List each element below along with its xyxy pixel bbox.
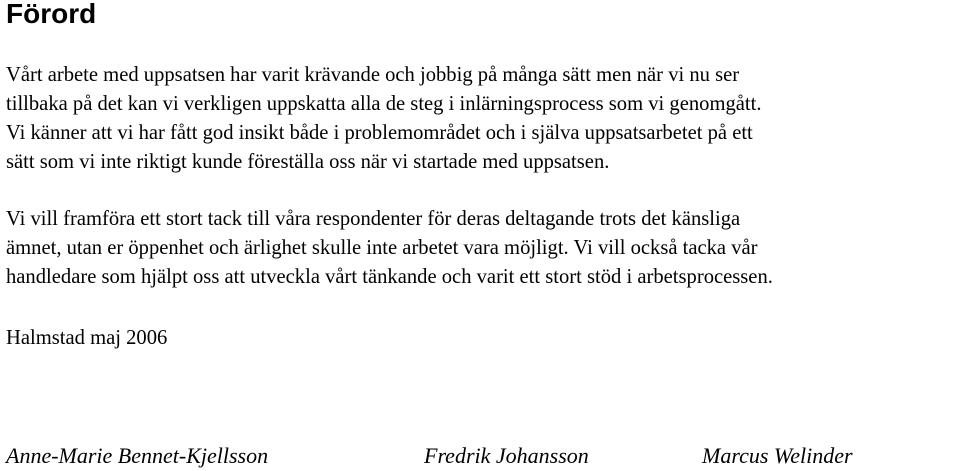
paragraph-line: ämnet, utan er öppenhet och ärlighet skulle inte arbetet vara möjligt. Vi vill också tacka vår xyxy=(6,237,758,259)
paragraph-line: Vi känner att vi har fått god insikt både i problemområdet och i själva uppsatsarbetet på ett xyxy=(6,122,753,144)
author-signature: Anne-Marie Bennet-Kjellsson xyxy=(6,443,269,468)
paragraph-line: Vårt arbete med uppsatsen har varit krävande och jobbig på många sätt men när vi nu ser xyxy=(6,64,740,86)
place-and-date: Halmstad maj 2006 xyxy=(6,327,168,349)
paragraph-line: tillbaka på det kan vi verkligen uppskatta alla de steg i inlärningsprocess som vi genomgått. xyxy=(6,93,762,115)
paragraph-thanks xyxy=(6,205,773,292)
paragraph-intro xyxy=(6,61,762,177)
author-signature: Fredrik Johansson xyxy=(424,443,589,468)
paragraph-line: sätt som vi inte riktigt kunde föreställa oss när vi startade med uppsatsen. xyxy=(6,151,610,173)
paragraph-line: Vi vill framföra ett stort tack till våra respondenter för deras deltagande trots det känsliga xyxy=(6,208,741,230)
page-title: Förord xyxy=(6,0,97,29)
author-signature: Marcus Welinder xyxy=(702,443,853,468)
paragraph-line: handledare som hjälpt oss att utveckla vårt tänkande och varit ett stort stöd i arbetsprocessen. xyxy=(6,266,773,288)
